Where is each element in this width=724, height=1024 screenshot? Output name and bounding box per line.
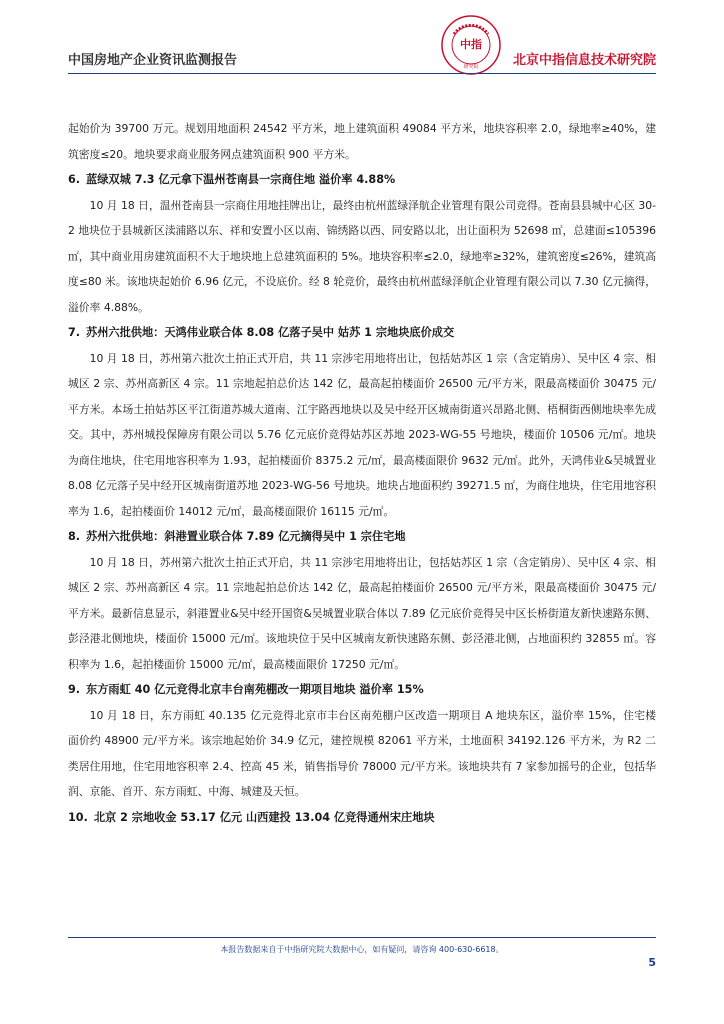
- page-header: [68, 14, 656, 72]
- section-body-8: 10 月 18 日，苏州第六批次土拍正式开启，共 11 宗涉宅用地将出让，包括姑苏区 1 宗（含定销房）、吴中区 4 宗、相城区 2 宗、苏州高新区 4 宗。11 宗地起拍总价达 142 亿，最高起拍楼面价 26500 元/平方米，限最高楼面价 30475 元/平方米。最新信息显示，斜港置业&吴中经开国资&吴城置业联合体以 7.89 亿元底价竞得吴中区长桥街道友新快速路东侧、彭泾港北侧地块，楼面价 15000 元/㎡。该地块位于吴中区城南友新快速路东侧、彭泾港北侧，占地面积约 32855 ㎡。容积率为 1.6，起拍楼面价 15000 元/㎡，最高楼面限价 17250 元/㎡。: [68, 555, 656, 671]
- logo-bottom-text: 研究院: [463, 64, 479, 70]
- section-heading-6: 6. 蓝绿双城 7.3 亿元拿下温州苍南县一宗商住地 溢价率 4.88%: [68, 173, 396, 186]
- intro-paragraph: 起始价为 39700 万元。规划用地面积 24542 平方米，地上建筑面积 49084 平方米，地块容积率 2.0，绿地率≥40%，建筑密度≤20。地块要求商业服务网点建筑面积 900 平方米。: [68, 122, 656, 161]
- logo-center-text: 中指: [460, 38, 482, 51]
- header-divider: [68, 73, 656, 74]
- report-title: 中国房地产企业资讯监测报告: [68, 53, 238, 68]
- section-body-6: 10 月 18 日，温州苍南县一宗商住用地挂牌出让，最终由杭州蓝绿泽航企业管理有限公司竞得。苍南县县城中心区 30-2 地块位于县城新区渎浦路以东、祥和安置小区以南、锦绣路以西、同安路以北，出让面积为 52698 ㎡，总建面≤105396 ㎡，其中商业用房建筑面积不大于地块地上总建筑面积的 5%。地块容积率≤2.0，绿地率≥32%，建筑密度≤26%，建筑高度≤80 米。该地块起始价 6.96 亿元，不设底价。经 8 轮竞价，最终由杭州蓝绿泽航企业管理有限公司以 7.30 亿元摘得，溢价率 4.88%。: [68, 198, 656, 314]
- page-number: 5: [648, 956, 656, 969]
- report-body: [68, 116, 656, 830]
- institute-name: 北京中指信息技术研究院: [512, 53, 656, 68]
- section-heading-8: 8. 苏州六批供地：斜港置业联合体 7.89 亿元摘得吴中 1 宗住宅地: [68, 530, 406, 543]
- footer-divider: [68, 937, 656, 938]
- footer-note: 本报告数据来自于中指研究院大数据中心，如有疑问，请咨询 400-630-6618。: [220, 945, 504, 954]
- section-body-7: 10 月 18 日，苏州第六批次土拍正式开启，共 11 宗涉宅用地将出让，包括姑苏区 1 宗（含定销房）、吴中区 4 宗、相城区 2 宗、苏州高新区 4 宗。11 宗地起拍总价达 142 亿，最高起拍楼面价 26500 元/平方米，限最高楼面价 30475 元/平方米。本场土拍姑苏区平江街道苏城大道南、江宇路西地块以及吴中经开区城南街道兴昂路北侧、梧桐街西侧地块率先成交。其中，苏州城投保障房有限公司以 5.76 亿元底价竞得姑苏区苏地 2023-WG-55 号地块，楼面价 10506 元/㎡。地块为商住地块，住宅用地容积率为 1.93，起拍楼面价 8375.2 元/㎡，最高楼面限价 9632 元/㎡。此外，天鸿伟业&吴城置业 8.08 亿元落子吴中经开区城南街道苏地 2023-WG-56 号地块。地块占地面积约 39271.5 ㎡，为商住地块，住宅用地容积率为 1.6，起拍楼面价 14012 元/㎡，最高楼面限价 16115 元/㎡。: [68, 351, 656, 518]
- china-index-academy-logo-icon: [440, 14, 502, 76]
- section-heading-10: 10. 北京 2 宗地收金 53.17 亿元 山西建投 13.04 亿竞得通州宋庄地块: [68, 810, 435, 824]
- section-heading-7: 7. 苏州六批供地：天鸿伟业联合体 8.08 亿落子吴中 姑苏 1 宗地块底价成交: [68, 326, 455, 339]
- section-body-9: 10 月 18 日，东方雨虹 40.135 亿元竞得北京市丰台区南苑棚户区改造一期项目 A 地块东区，溢价率 15%，住宅楼面价约 48900 元/平方米。该宗地起始价 34.9 亿元，建控规模 82061 平方米，土地面积 34192.126 平方米，为 R2 二类居住用地，住宅用地容积率 2.4、控高 45 米，销售指导价 78000 元/平方米。该地块共有 7 家参加摇号的企业，包括华润、京能、首开、东方雨虹、中海、城建及天恒。: [68, 708, 656, 798]
- section-heading-9: 9. 东方雨虹 40 亿元竞得北京丰台南苑棚改一期项目地块 溢价率 15%: [68, 683, 424, 696]
